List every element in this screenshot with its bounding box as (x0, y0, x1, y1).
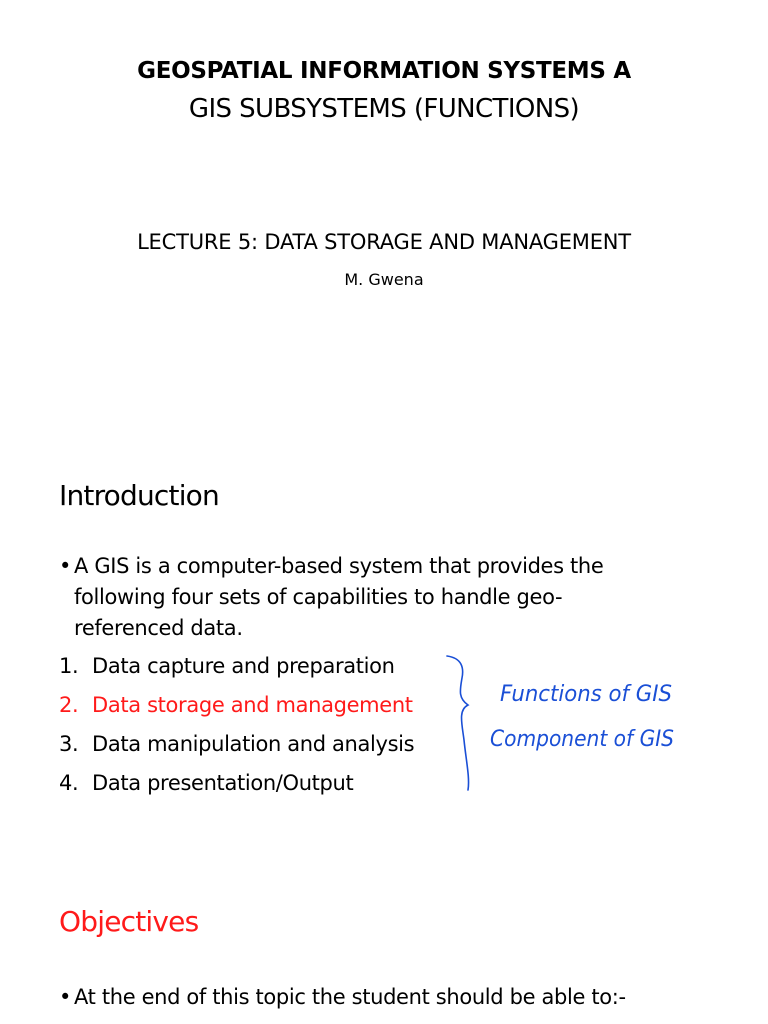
paragraph-line: following four sets of capabilities to handle geo- (74, 585, 563, 609)
introduction-heading: Introduction (59, 479, 219, 512)
paragraph-line: referenced data. (74, 616, 243, 640)
author-name: M. Gwena (344, 270, 424, 289)
list-item-text: Data manipulation and analysis (92, 732, 415, 756)
paragraph-line-text: A GIS is a computer-based system that provides the (74, 554, 604, 578)
list-number: 4. (59, 771, 79, 795)
bullet-icon: • (59, 985, 72, 1009)
handwritten-note: Component of GIS (490, 727, 675, 752)
list-number: 3. (59, 732, 79, 756)
list-item-text: Data presentation/Output (92, 771, 354, 795)
lecture-title: LECTURE 5: DATA STORAGE AND MANAGEMENT (137, 230, 631, 254)
bullet-icon: • (59, 554, 72, 578)
curly-brace-icon (447, 656, 469, 790)
list-number: 2. (59, 693, 79, 717)
objectives-paragraph (59, 982, 699, 1013)
handwritten-note: Functions of GIS (500, 682, 673, 707)
list-item-text: Data storage and management (92, 693, 413, 717)
document-title: GEOSPATIAL INFORMATION SYSTEMS A (137, 58, 631, 84)
list-item-text: Data capture and preparation (92, 654, 395, 678)
list-number: 1. (59, 654, 79, 678)
document-subtitle: GIS SUBSYSTEMS (FUNCTIONS) (188, 94, 580, 124)
objectives-heading: Objectives (59, 905, 199, 938)
paragraph-text: At the end of this topic the student should be able to:- (74, 985, 626, 1009)
